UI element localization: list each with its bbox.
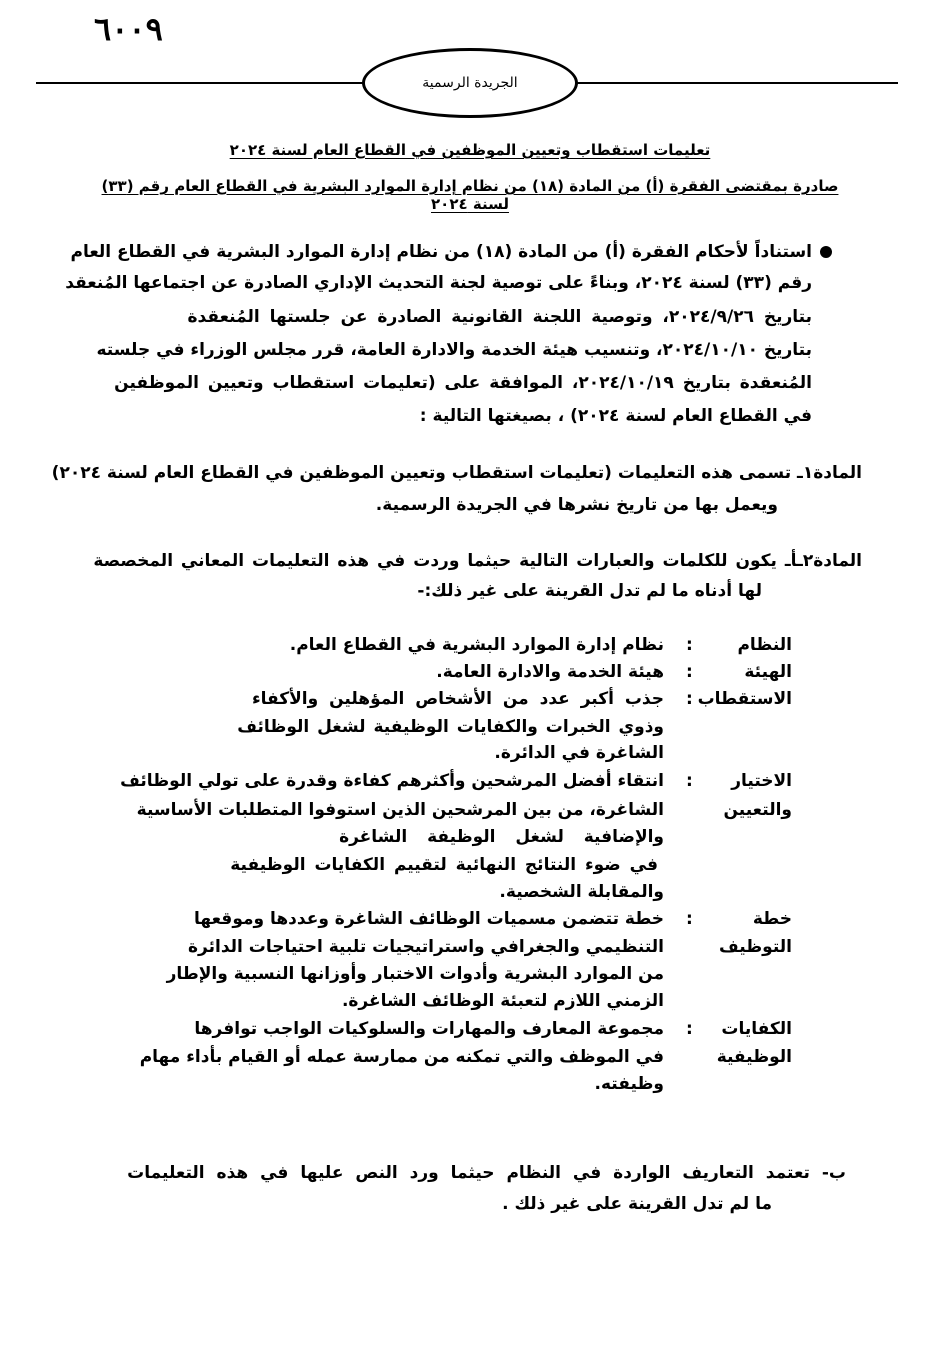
page-number: ٦٠٠٩ — [94, 10, 163, 48]
definition-text: الشاغرة في الدائرة. — [494, 743, 664, 763]
definition-text: جذب أكبر عدد من الأشخاص المؤهلين والأكفاء — [251, 689, 664, 709]
definition-text: وذوي الخبرات والكفايات الوظيفية لشغل الوظائف — [237, 717, 664, 737]
definition-text: في الموظف والتي تمكنه من ممارسة عمله أو القيام بأداء مهام — [139, 1047, 664, 1067]
definition-term: التوظيف — [718, 937, 792, 957]
definition-colon: : — [686, 635, 693, 655]
definition-colon: : — [686, 909, 693, 929]
gazette-name: الجريدة الرسمية — [422, 75, 518, 91]
definition-text: خطة تتضمن مسميات الوظائف الشاغرة وعددها وموقعها — [193, 909, 664, 929]
definition-text: نظام إدارة الموارد البشرية في القطاع العام. — [289, 635, 664, 655]
intro-line: بتاريخ ٢٠٢٤/١٠/١٠، وتنسيب هيئة الخدمة والادارة العامة، قرر مجلس الوزراء في جلسته — [96, 340, 812, 360]
definition-text: والمقابلة الشخصية. — [499, 882, 664, 902]
definition-text: والإضافية لشغل الوظيفة الشاغرة — [339, 827, 664, 847]
definition-colon: : — [686, 771, 693, 791]
definition-text: هيئة الخدمة والادارة العامة. — [436, 662, 664, 682]
definition-text: في ضوء النتائج النهائية لتقييم الكفايات الوظيفية — [230, 855, 658, 875]
definition-term: الاستقطاب — [697, 689, 792, 709]
gazette-header-oval — [362, 48, 578, 118]
definition-term: الاختيار — [731, 771, 792, 791]
document-subtitle: صادرة بمقتضى الفقرة (أ) من المادة (١٨) من نظام إدارة الموارد البشرية في القطاع العام رقم (٣٣) لسنة ٢٠٢٤ — [101, 177, 839, 213]
definition-text: وظيفته. — [594, 1074, 664, 1094]
definition-colon: : — [686, 1019, 693, 1039]
definition-term: الوظيفية — [716, 1047, 792, 1067]
intro-line: استناداً لأحكام الفقرة (أ) من المادة (١٨) من نظام إدارة الموارد البشرية في القطاع العام — [70, 242, 812, 262]
intro-line: في القطاع العام لسنة ٢٠٢٤) ، بصيغتها التالية : — [419, 406, 812, 426]
document-title: تعليمات استقطاب وتعيين الموظفين في القطاع العام لسنة ٢٠٢٤ — [229, 141, 711, 159]
definition-text: التنظيمي والجغرافي واستراتيجيات تلبية احتياجات الدائرة — [188, 937, 664, 957]
definition-text: مجموعة المعارف والمهارات والسلوكيات الواجب توافرها — [194, 1019, 664, 1039]
bullet-icon — [820, 246, 832, 258]
definition-text: من الموارد البشرية وأدوات الاختبار وأوزانها النسبية والإطار — [166, 964, 664, 984]
definition-text: الشاغرة، من بين المرشحين الذين استوفوا المتطلبات الأساسية — [136, 800, 664, 820]
intro-line: المُنعقدة بتاريخ ٢٠٢٤/١٠/١٩، الموافقة على (تعليمات استقطاب وتعيين الموظفين — [114, 373, 812, 393]
definition-text: الزمني اللازم لتعبئة الوظائف الشاغرة. — [341, 991, 664, 1011]
article-1-line: ويعمل بها من تاريخ نشرها في الجريدة الرسمية. — [375, 495, 778, 515]
definition-term: الكفايات — [721, 1019, 792, 1039]
clause-b-line: ما لم تدل القرينة على غير ذلك . — [502, 1194, 772, 1214]
article-2-line: لها أدناه ما لم تدل القرينة على غير ذلك:- — [417, 581, 762, 601]
definition-term: خطة — [752, 909, 792, 929]
definition-colon: : — [686, 662, 693, 682]
definition-term: الهيئة — [744, 662, 792, 682]
definition-term: النظام — [737, 635, 792, 655]
definition-text: انتقاء أفضل المرشحين وأكثرهم كفاءة وقدرة على تولي الوظائف — [120, 771, 664, 791]
definition-term: والتعيين — [723, 800, 792, 820]
definition-colon: : — [686, 689, 693, 709]
clause-b-line: ب- تعتمد التعاريف الواردة في النظام حيثما ورد النص عليها في هذه التعليمات — [127, 1163, 846, 1183]
intro-line: رقم (٣٣) لسنة ٢٠٢٤، وبناءً على توصية لجنة التحديث الإداري الصادرة عن اجتماعها المُنعقد — [65, 273, 812, 293]
article-1-line: المادة١ـ تسمى هذه التعليمات (تعليمات استقطاب وتعيين الموظفين في القطاع العام لسنة ٢٠٢٤) — [51, 463, 862, 483]
intro-line: بتاريخ ٢٠٢٤/٩/٢٦، وتوصية اللجنة القانونية الصادرة عن جلستها المُنعقدة — [187, 307, 812, 327]
article-2-line: المادة٢ـأـ يكون للكلمات والعبارات التالية حيثما وردت في هذه التعليمات المعاني المخصصة — [93, 551, 862, 571]
